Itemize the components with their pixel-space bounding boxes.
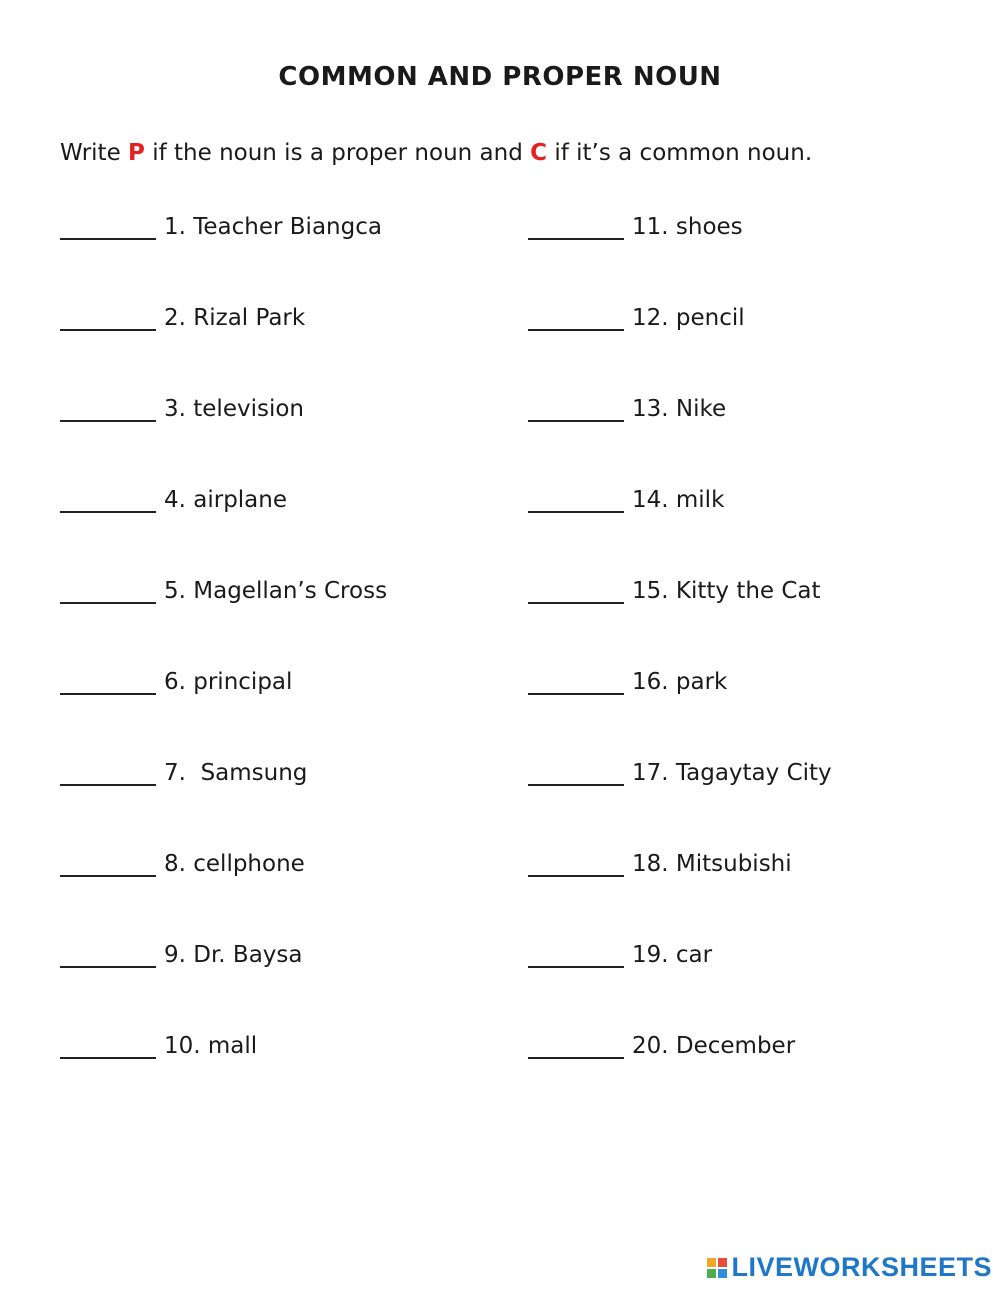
question-item-4 (60, 485, 520, 576)
question-text-3: 3. television (164, 396, 304, 422)
question-item-12 (528, 303, 988, 394)
answer-blank-12[interactable] (528, 303, 624, 331)
question-text-19: 19. car (632, 942, 713, 968)
question-text-17: 17. Tagaytay City (632, 760, 832, 786)
answer-blank-16[interactable] (528, 667, 624, 695)
answer-blank-4[interactable] (60, 485, 156, 513)
question-text-7: 7. Samsung (164, 760, 308, 786)
left-column (60, 212, 520, 1122)
question-item-2 (60, 303, 520, 394)
question-item-1 (60, 212, 520, 303)
answer-blank-19[interactable] (528, 940, 624, 968)
question-text-6: 6. principal (164, 669, 293, 695)
instructions-text-1: Write (60, 140, 129, 166)
question-text-9: 9. Dr. Baysa (164, 942, 303, 968)
answer-blank-11[interactable] (528, 212, 624, 240)
answer-blank-17[interactable] (528, 758, 624, 786)
answer-blank-5[interactable] (60, 576, 156, 604)
instructions-text-3: if it’s a common noun. (547, 140, 813, 166)
right-column (528, 212, 988, 1122)
answer-blank-1[interactable] (60, 212, 156, 240)
answer-blank-3[interactable] (60, 394, 156, 422)
question-text-16: 16. park (632, 669, 728, 695)
question-item-19 (528, 940, 988, 1031)
question-text-18: 18. Mitsubishi (632, 851, 792, 877)
answer-blank-14[interactable] (528, 485, 624, 513)
question-item-3 (60, 394, 520, 485)
question-text-5: 5. Magellan’s Cross (164, 578, 388, 604)
question-item-14 (528, 485, 988, 576)
answer-blank-8[interactable] (60, 849, 156, 877)
instructions-text-2: if the noun is a proper noun and (144, 140, 531, 166)
question-text-14: 14. milk (632, 487, 725, 513)
answer-blank-20[interactable] (528, 1031, 624, 1059)
question-item-6 (60, 667, 520, 758)
question-item-20 (528, 1031, 988, 1122)
question-text-2: 2. Rizal Park (164, 305, 306, 331)
answer-blank-10[interactable] (60, 1031, 156, 1059)
question-text-4: 4. airplane (164, 487, 288, 513)
answer-blank-2[interactable] (60, 303, 156, 331)
question-item-15 (528, 576, 988, 667)
question-item-8 (60, 849, 520, 940)
question-item-7 (60, 758, 520, 849)
answer-blank-18[interactable] (528, 849, 624, 877)
question-item-10 (60, 1031, 520, 1122)
logo-text: LIVEWORKSHEETS (731, 1252, 992, 1282)
question-item-16 (528, 667, 988, 758)
page-title: COMMON AND PROPER NOUN (278, 62, 722, 92)
question-text-8: 8. cellphone (164, 851, 305, 877)
logo-block-1 (707, 1258, 716, 1267)
answer-blank-15[interactable] (528, 576, 624, 604)
question-item-11 (528, 212, 988, 303)
question-item-17 (528, 758, 988, 849)
question-text-10: 10. mall (164, 1033, 258, 1059)
instructions (60, 140, 812, 166)
proper-noun-key: P (128, 140, 145, 166)
question-text-20: 20. December (632, 1033, 796, 1059)
question-text-11: 11. shoes (632, 214, 743, 240)
question-text-13: 13. Nike (632, 396, 727, 422)
question-text-1: 1. Teacher Biangca (164, 214, 382, 240)
logo-block-4 (718, 1269, 727, 1278)
question-item-13 (528, 394, 988, 485)
logo-block-2 (718, 1258, 727, 1267)
logo-block-3 (707, 1269, 716, 1278)
logo-blocks-icon (707, 1258, 727, 1278)
question-text-15: 15. Kitty the Cat (632, 578, 821, 604)
answer-blank-6[interactable] (60, 667, 156, 695)
question-item-18 (528, 849, 988, 940)
liveworksheets-logo[interactable] (707, 1252, 992, 1283)
answer-blank-9[interactable] (60, 940, 156, 968)
answer-blank-7[interactable] (60, 758, 156, 786)
question-item-5 (60, 576, 520, 667)
question-item-9 (60, 940, 520, 1031)
question-text-12: 12. pencil (632, 305, 745, 331)
common-noun-key: C (530, 140, 548, 166)
answer-blank-13[interactable] (528, 394, 624, 422)
